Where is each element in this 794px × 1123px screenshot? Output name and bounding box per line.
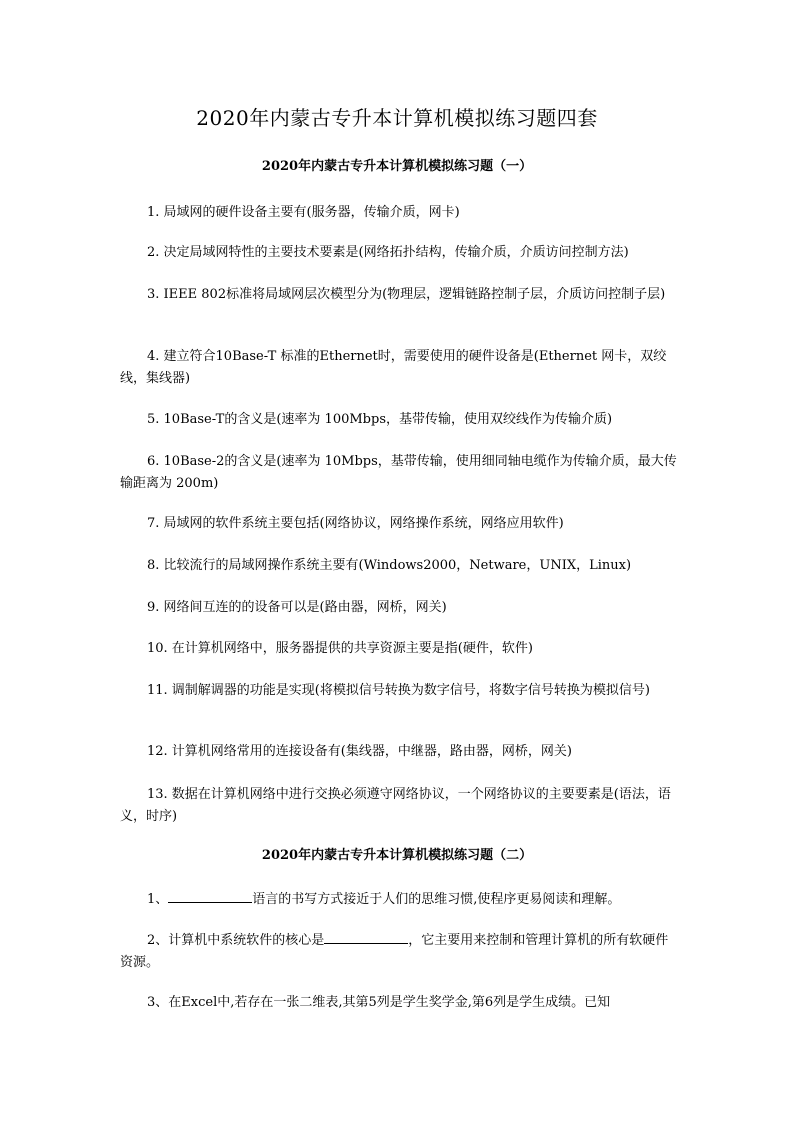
question-1-11: 11. 调制解调器的功能是实现(将模拟信号转换为数字信号，将数字信号转换为模拟信号)	[147, 683, 650, 698]
question-1-12: 12. 计算机网络常用的连接设备有(集线器，中继器，路由器，网桥，网关)	[147, 744, 572, 759]
question-2-2	[120, 929, 680, 974]
question-2-2-text: ，它主要用来控制和管理计算机的所有软硬件资源。	[120, 933, 669, 970]
question-1-2: 2. 决定局域网特性的主要技术要素是(网络拓扑结构，传输介质，介质访问控制方法)	[147, 245, 629, 260]
question-1-13: 13. 数据在计算机网络中进行交换必须遵守网络协议，一个网络协议的主要要素是(语法，语义，时序)	[120, 787, 671, 824]
section-2-heading: 2020年内蒙古专升本计算机模拟练习题（二）	[261, 848, 533, 863]
question-1-7: 7. 局域网的软件系统主要包括(网络协议，网络操作系统，网络应用软件)	[147, 516, 564, 531]
question-1-4: 4. 建立符合10Base-T 标准的Ethernet时，需要使用的硬件设备是(Ethernet 网卡，双绞线，集线器)	[120, 349, 667, 386]
question-1-1: 1. 局域网的硬件设备主要有(服务器，传输介质，网卡)	[147, 205, 460, 220]
question-1-9: 9. 网络间互连的的设备可以是(路由器，网桥，网关)	[147, 600, 447, 615]
answer-blank-2	[324, 929, 408, 944]
question-2-2-prefix: 2、计算机中系统软件的核心是	[147, 933, 325, 948]
document-title: 2020年内蒙古专升本计算机模拟练习题四套	[196, 106, 598, 130]
question-1-5: 5. 10Base-T的含义是(速率为 100Mbps，基带传输，使用双绞线作为传输介质)	[147, 412, 613, 427]
question-1-3: 3. IEEE 802标准将局域网层次模型分为(物理层，逻辑链路控制子层，介质访问控制子层)	[147, 287, 666, 302]
answer-blank-1	[168, 888, 252, 903]
section-1-heading: 2020年内蒙古专升本计算机模拟练习题（一）	[261, 159, 533, 174]
question-1-8: 8. 比较流行的局域网操作系统主要有(Windows2000，Netware，UNIX，Linux)	[147, 558, 632, 573]
question-2-1-text: 语言的书写方式接近于人们的思维习惯,使程序更易阅读和理解。	[252, 892, 621, 907]
question-1-10: 10. 在计算机网络中，服务器提供的共享资源主要是指(硬件，软件)	[147, 641, 533, 656]
question-2-1	[120, 888, 680, 911]
question-2-3: 3、在Excel中,若存在一张二维表,其第5列是学生奖学金,第6列是学生成绩。已知	[147, 995, 611, 1010]
question-2-1-prefix: 1、	[147, 892, 169, 907]
question-1-6: 6. 10Base-2的含义是(速率为 10Mbps，基带传输，使用细同轴电缆作为传输介质，最大传输距离为 200m)	[120, 454, 677, 491]
